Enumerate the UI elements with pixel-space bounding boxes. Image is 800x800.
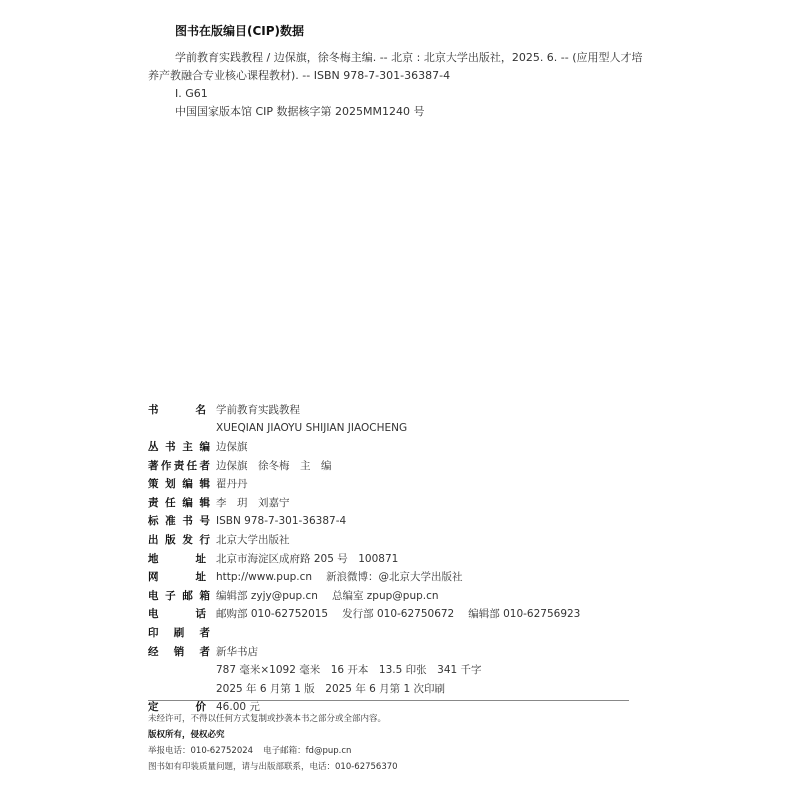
printer-label: 印 刷 者 [148,626,210,639]
info-row-printer [148,623,628,642]
website-label: 网 址 [148,571,206,584]
phone-sales: 发行部 010-62750672 [342,608,455,621]
series-editor-label: 丛 书 主 编 [148,440,210,453]
info-row-distributor [148,642,628,661]
info-row-authors [148,456,628,475]
cip-line-3: Ⅰ. G61 [175,87,208,100]
distributor-label: 经 销 者 [148,645,210,658]
divider [148,700,629,701]
report-email: 电子邮箱：fd@pup.cn [263,746,352,756]
website-value [216,569,463,584]
info-row-series-editor [148,437,628,456]
info-row-address [148,549,628,568]
title-value: 学前教育实践教程 [216,403,300,416]
info-row-responsible-editor [148,493,628,512]
info-row-publisher [148,530,628,549]
cip-title: 图书在版编目(CIP)数据 [175,24,305,38]
info-row-edition [148,679,628,698]
publisher-label: 出 版 发 行 [148,533,210,546]
address-label: 地 址 [148,552,206,565]
planning-editor-label: 策 划 编 辑 [148,478,210,491]
info-row-phone [148,605,628,624]
report-contact [148,744,351,756]
info-row-isbn [148,512,628,531]
copy-notice: 未经许可，不得以任何方式复制或抄袭本书之部分或全部内容。 [148,714,387,724]
info-row-website [148,567,628,586]
format-value: 787 毫米×1092 毫米 16 开本 13.5 印张 341 千字 [216,664,482,677]
price-value: 46.00 元 [216,701,260,714]
website-url: http://www.pup.cn [216,571,313,584]
quality-notice: 图书如有印装质量问题，请与出版部联系，电话：010-62756370 [148,762,398,772]
phone-label: 电 话 [148,608,206,621]
title-label: 书 名 [148,403,206,416]
price-label: 定 价 [148,701,206,714]
isbn-value: ISBN 978-7-301-36387-4 [216,514,347,527]
cip-line-4: 中国国家版本馆 CIP 数据核字第 2025MM1240 号 [175,105,425,118]
distributor-value: 新华书店 [216,645,258,658]
phone-value [216,606,580,621]
book-info-table [148,400,628,716]
report-phone: 举报电话：010-62752024 [148,746,254,756]
email-general: 总编室 zpup@pup.cn [331,589,439,602]
weibo-handle: 新浪微博：@北京大学出版社 [326,571,463,584]
email-label: 电 子 邮 箱 [148,589,210,602]
cip-line-1: 学前教育实践教程 / 边保旗，徐冬梅主编. -- 北京 : 北京大学出版社，2025. 6. -- (应用型人才培 [175,51,643,64]
responsible-editor-label: 责 任 编 辑 [148,496,210,509]
info-row-email [148,586,628,605]
rights-notice: 版权所有，侵权必究 [148,730,225,740]
series-editor-value: 边保旗 [216,440,248,453]
phone-mail-order: 邮购部 010-62752015 [216,608,329,621]
responsible-editor-value: 李 玥 刘嘉宁 [216,496,290,509]
phone-editorial: 编辑部 010-62756923 [468,608,581,621]
email-editorial: 编辑部 zyjy@pup.cn [216,589,318,602]
edition-value: 2025 年 6 月第 1 版 2025 年 6 月第 1 次印刷 [216,682,446,695]
cip-line-2: 养产教融合专业核心课程教材). -- ISBN 978-7-301-36387-4 [148,69,451,82]
authors-value: 边保旗 徐冬梅 主 编 [216,459,332,472]
email-value [216,588,439,603]
info-row-pinyin [148,419,628,438]
info-row-format [148,660,628,679]
authors-label: 著 作 责 任 者 [148,459,210,472]
isbn-label: 标 准 书 号 [148,515,210,528]
planning-editor-value: 翟丹丹 [216,478,248,491]
address-value: 北京市海淀区成府路 205 号 100871 [216,552,399,565]
info-row-planning-editor [148,474,628,493]
info-row-title [148,400,628,419]
pinyin-value: XUEQIAN JIAOYU SHIJIAN JIAOCHENG [216,421,408,434]
publisher-value: 北京大学出版社 [216,533,290,546]
